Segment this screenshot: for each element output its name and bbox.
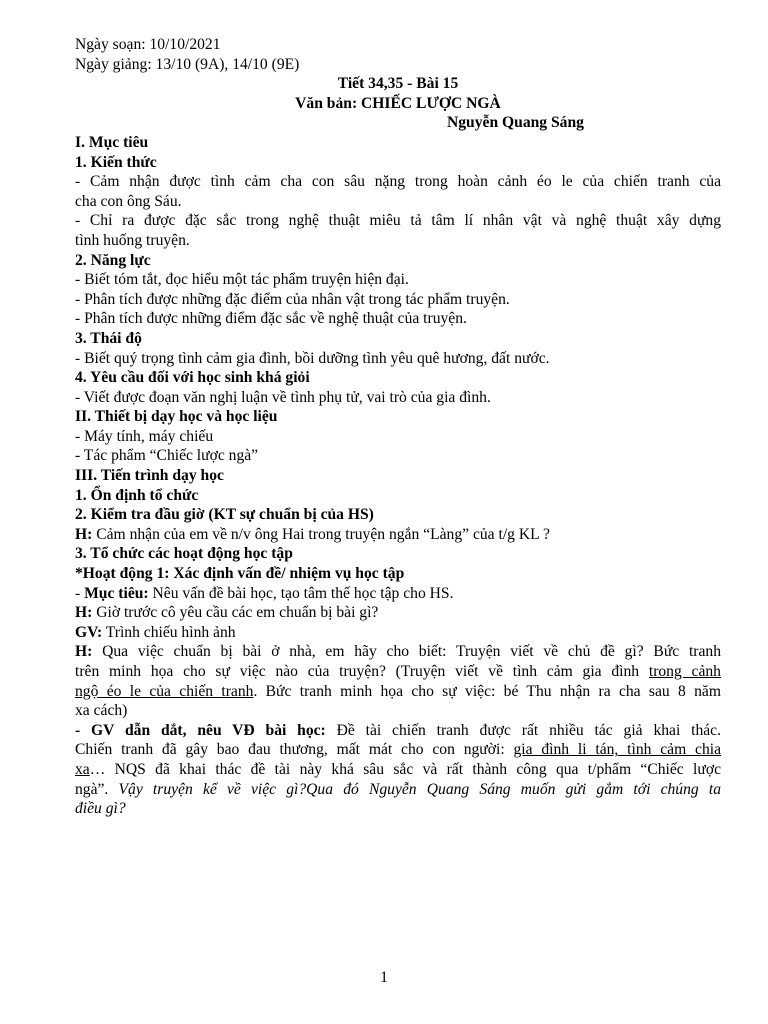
lesson-number: Tiết 34,35 - Bài 15 bbox=[337, 75, 459, 93]
paragraph-line: cha con ông Sáu. bbox=[75, 192, 182, 210]
activity-heading: *Hoạt động 1: Xác định vấn đề/ nhiệm vụ học tập bbox=[75, 565, 405, 583]
teacher-line bbox=[75, 623, 721, 643]
question-line bbox=[75, 525, 721, 545]
paragraph-line: - Cảm nhận được tình cảm cha con sâu nặng trong hoàn cảnh éo le của chiến tranh của bbox=[75, 173, 721, 191]
question-text: Cảm nhận của em về n/v ông Hai trong truyện ngắn “Làng” của t/g KL ? bbox=[92, 525, 550, 543]
italic-text: điều gì? bbox=[75, 800, 126, 818]
underlined-text: trong cảnh bbox=[648, 663, 721, 680]
subsection-heading: 2. Kiểm tra đầu giờ (KT sự chuẩn bị của HS) bbox=[75, 506, 374, 524]
goal-label: Mục tiêu: bbox=[84, 584, 149, 602]
list-item: - Phân tích được những điểm đặc sắc về nghệ thuật của truyện. bbox=[75, 310, 467, 328]
paragraph-line bbox=[75, 662, 721, 682]
paragraph-line bbox=[75, 780, 721, 800]
question-label: H: bbox=[75, 525, 93, 543]
italic-text: Vậy truyện kể về việc gì?Qua đó Nguyễn Quang Sáng muốn gửi gắm tới chúng ta bbox=[118, 780, 721, 798]
teacher-label: GV: bbox=[75, 623, 103, 641]
paragraph-line: - Chỉ ra được đặc sắc trong nghệ thuật miêu tả tâm lí nhân vật và nghệ thuật xây dựng bbox=[75, 212, 721, 230]
section-heading: I. Mục tiêu bbox=[75, 133, 149, 151]
question-label: H: bbox=[75, 604, 93, 622]
subsection-heading: 4. Yêu cầu đối với học sinh khá giỏi bbox=[75, 369, 310, 387]
paragraph-line bbox=[75, 682, 721, 702]
goal-dash: - bbox=[75, 584, 85, 602]
underlined-text: xa bbox=[75, 760, 90, 778]
section-heading: III. Tiến trình dạy học bbox=[75, 467, 224, 485]
question-line bbox=[75, 642, 721, 662]
subsection-heading: 3. Tổ chức các hoạt động học tập bbox=[75, 545, 293, 563]
paragraph-text: trên minh họa cho sự việc nào của truyện? (Truyện viết về tình cảm gia đình bbox=[75, 663, 649, 680]
question-line bbox=[75, 603, 721, 623]
question-text: Giờ trước cô yêu cầu các em chuẩn bị bài gì? bbox=[92, 604, 379, 622]
list-item: - Viết được đoạn văn nghị luận về tình phụ tử, vai trò của gia đình. bbox=[75, 388, 491, 406]
subsection-heading: 3. Thái độ bbox=[75, 329, 142, 347]
subsection-heading: 1. Ổn định tổ chức bbox=[75, 486, 199, 504]
date-prep: Ngày soạn: 10/10/2021 bbox=[75, 36, 221, 53]
goal-line bbox=[75, 584, 721, 604]
paragraph-line bbox=[75, 760, 721, 780]
question-label: H: bbox=[75, 643, 93, 661]
teacher-intro-label: - GV dẫn dắt, nêu VĐ bài học: bbox=[75, 721, 326, 739]
paragraph-text: … NQS đã khai thác đề tài này khá sâu sắc và rất thành công qua t/phẩm “Chiếc lược bbox=[89, 760, 721, 778]
paragraph-text: Chiến tranh đã gây bao đau thương, mất mát cho con người: bbox=[75, 741, 514, 759]
paragraph-line: xa cách) bbox=[75, 702, 128, 720]
teacher-text: Trình chiếu hình ảnh bbox=[102, 623, 236, 641]
underlined-text: gia đình li tán, tình cảm chia bbox=[513, 741, 722, 759]
paragraph-text: ngà”. bbox=[75, 780, 119, 798]
date-teach: Ngày giảng: 13/10 (9A), 14/10 (9E) bbox=[75, 55, 300, 73]
list-item: - Tác phẩm “Chiếc lược ngà” bbox=[75, 447, 259, 465]
paragraph-text: Đề tài chiến tranh được rất nhiều tác giả khai thác. bbox=[325, 721, 721, 739]
document-body bbox=[75, 35, 721, 819]
text-title: Văn bản: CHIẾC LƯỢC NGÀ bbox=[295, 94, 501, 112]
list-item: - Phân tích được những đặc điểm của nhân vật trong tác phẩm truyện. bbox=[75, 290, 510, 308]
paragraph-line: tình huống truyện. bbox=[75, 231, 190, 249]
page-number: 1 bbox=[380, 969, 388, 986]
list-item: - Biết tóm tắt, đọc hiểu một tác phẩm truyện hiện đại. bbox=[75, 271, 409, 289]
list-item: - Máy tính, máy chiếu bbox=[75, 427, 214, 445]
paragraph-line bbox=[75, 740, 721, 760]
paragraph-line bbox=[75, 721, 721, 741]
author-name: Nguyễn Quang Sáng bbox=[447, 114, 584, 132]
list-item: - Biết quý trọng tình cảm gia đình, bồi dưỡng tình yêu quê hương, đất nước. bbox=[75, 349, 550, 367]
section-heading: II. Thiết bị dạy học và học liệu bbox=[75, 408, 278, 426]
subsection-heading: 2. Năng lực bbox=[75, 251, 151, 269]
underlined-text: ngộ éo le của chiến tranh bbox=[75, 682, 254, 700]
paragraph-text: . Bức tranh minh họa cho sự việc: bé Thu nhận ra cha sau 8 năm bbox=[253, 682, 721, 700]
goal-text: Nêu vấn đề bài học, tạo tâm thế học tập cho HS. bbox=[148, 584, 454, 602]
subsection-heading: 1. Kiến thức bbox=[75, 153, 157, 171]
question-text: Qua việc chuẩn bị bài ở nhà, em hãy cho biết: Truyện viết về chủ đề gì? Bức tranh bbox=[92, 643, 721, 661]
